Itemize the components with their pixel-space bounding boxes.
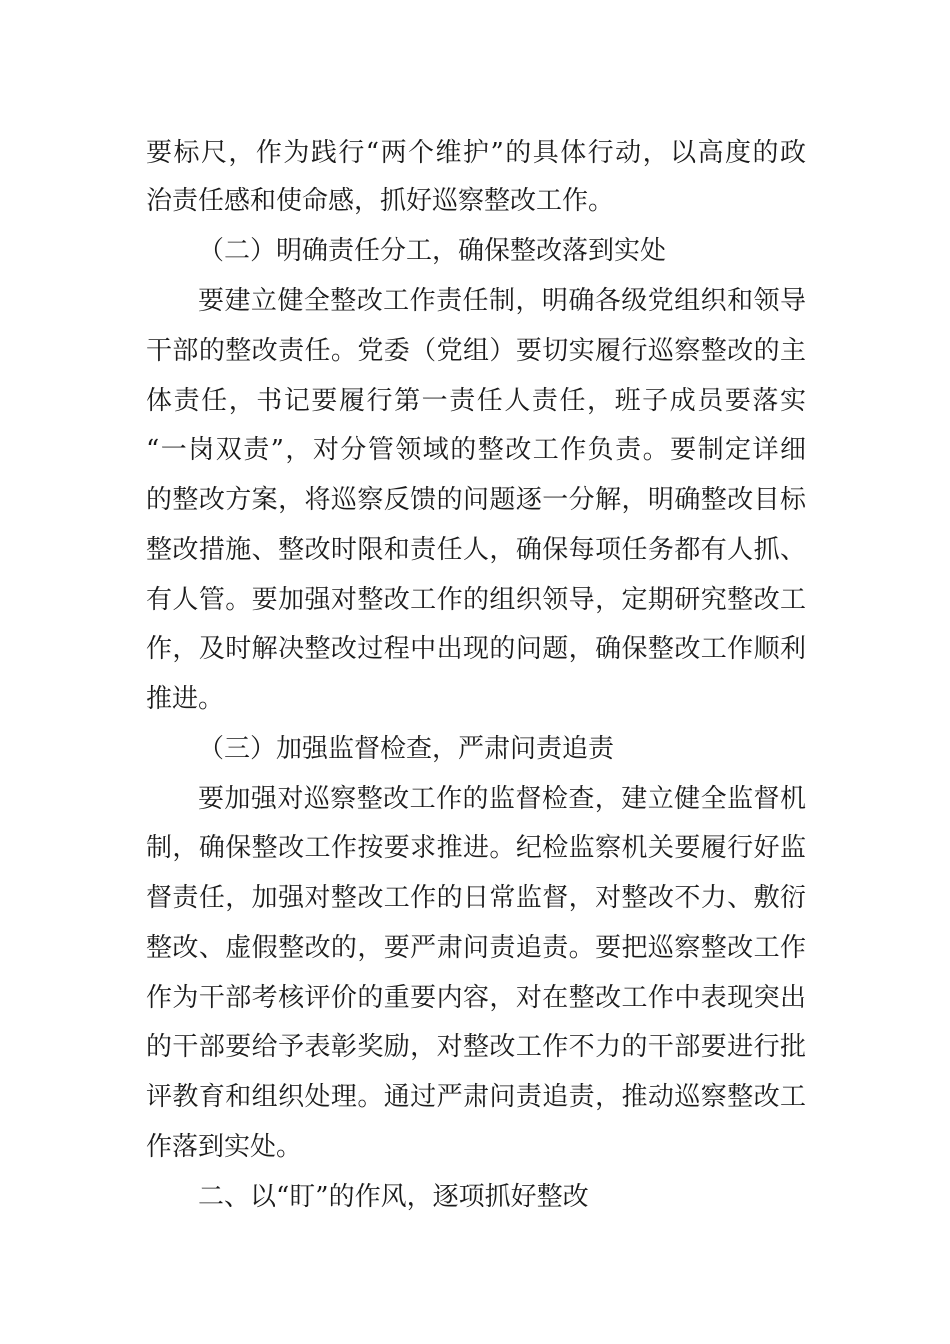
paragraph-line: 要标尺，作为践行“两个维护”的具体行动，以高度的政: [146, 138, 806, 168]
paragraph-line: 作为干部考核评价的重要内容，对在整改工作中表现突出: [146, 983, 806, 1013]
paragraph-line: 整改措施、整改时限和责任人，确保每项任务都有人抓、: [146, 535, 806, 565]
paragraph-line: 作落到实处。: [146, 1132, 303, 1162]
section-heading: （二）明确责任分工，确保整改落到实处: [198, 236, 667, 266]
paragraph-line: 推进。: [146, 684, 225, 714]
paragraph-line: 干部的整改责任。党委（党组）要切实履行巡察整改的主: [146, 336, 806, 366]
paragraph-line: 督责任，加强对整改工作的日常监督，对整改不力、敷衍: [146, 883, 806, 913]
paragraph-line: 的整改方案，将巡察反馈的问题逐一分解，明确整改目标: [146, 485, 806, 515]
paragraph-line: “一岗双责”，对分管领域的整改工作负责。要制定详细: [146, 435, 806, 465]
paragraph-line: 整改、虚假整改的，要严肃问责追责。要把巡察整改工作: [146, 933, 806, 963]
paragraph-line: 评教育和组织处理。通过严肃问责追责，推动巡察整改工: [146, 1082, 806, 1112]
paragraph-line: 有人管。要加强对整改工作的组织领导，定期研究整改工: [146, 585, 806, 615]
paragraph-line: 治责任感和使命感，抓好巡察整改工作。: [146, 186, 615, 216]
section-heading: （三）加强监督检查，严肃问责追责: [198, 734, 615, 764]
paragraph-line: 体责任，书记要履行第一责任人责任，班子成员要落实: [146, 386, 806, 416]
paragraph-line: 作，及时解决整改过程中出现的问题，确保整改工作顺利: [146, 634, 806, 664]
paragraph-line: 要加强对巡察整改工作的监督检查，建立健全监督机: [198, 784, 806, 814]
paragraph-line: 要建立健全整改工作责任制，明确各级党组织和领导: [198, 286, 806, 316]
paragraph-line: 的干部要给予表彰奖励，对整改工作不力的干部要进行批: [146, 1032, 806, 1062]
paragraph-line: 制，确保整改工作按要求推进。纪检监察机关要履行好监: [146, 833, 806, 863]
chapter-heading: 二、以“盯”的作风，逐项抓好整改: [198, 1182, 589, 1212]
